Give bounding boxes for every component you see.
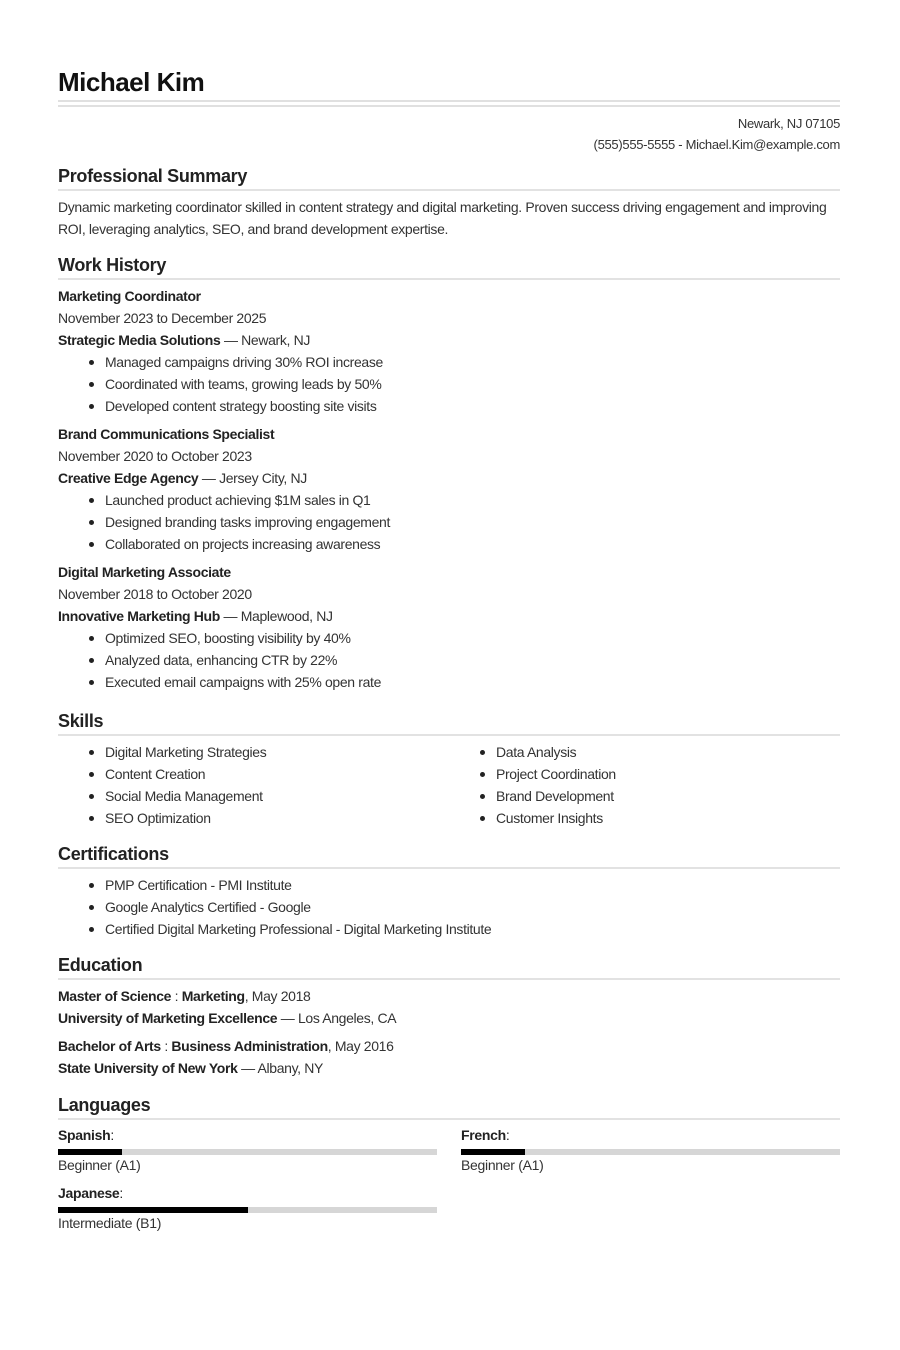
school-name: State University of New York	[58, 1060, 238, 1076]
job-company: Innovative Marketing Hub	[58, 608, 220, 624]
list-item: Executed email campaigns with 25% open rate	[105, 671, 840, 693]
job-company: Creative Edge Agency	[58, 470, 199, 486]
separator: —	[201, 470, 216, 486]
education-entry	[58, 985, 840, 1029]
language-level: Intermediate (B1)	[58, 1215, 162, 1231]
list-item: Developed content strategy boosting site visits	[105, 395, 840, 417]
section-title: Languages	[58, 1093, 840, 1120]
proficiency-bar-fill	[461, 1149, 525, 1155]
contact-phone-email: (555)555-5555 - Michael.Kim@example.com	[593, 137, 840, 152]
contact-address: Newark, NJ 07105	[737, 116, 840, 131]
degree-colon: :	[171, 988, 182, 1004]
language-entry: French: Beginner (A1)	[461, 1125, 840, 1175]
list-item: Analyzed data, enhancing CTR by 22%	[105, 649, 840, 671]
skill-item: Social Media Management	[105, 785, 449, 807]
job-dates: November 2023 to December 2025	[58, 310, 267, 326]
language-name: Japanese	[58, 1185, 120, 1201]
separator: —	[223, 608, 238, 624]
certification-item: Google Analytics Certified - Google	[105, 896, 840, 918]
field-of-study: Business Administration	[171, 1038, 328, 1054]
school-location: Albany, NY	[257, 1060, 324, 1076]
job-location: Jersey City, NJ	[219, 470, 307, 486]
job-title: Digital Marketing Associate	[58, 564, 231, 580]
job-location: Newark, NJ	[241, 332, 310, 348]
degree: Master of Science	[58, 988, 172, 1004]
job-bullets	[58, 489, 840, 555]
certification-item: PMP Certification - PMI Institute	[105, 874, 840, 896]
job-entry	[58, 561, 840, 693]
skill-item: Data Analysis	[496, 741, 840, 763]
list-item: Designed branding tasks improving engagement	[105, 511, 840, 533]
language-name: French	[461, 1127, 506, 1143]
education-section	[58, 953, 840, 1085]
section-title: Education	[58, 953, 840, 980]
skills-left-column	[58, 741, 449, 829]
school-location: Los Angeles, CA	[297, 1010, 397, 1026]
skill-item: Brand Development	[496, 785, 840, 807]
proficiency-bar-fill	[58, 1149, 122, 1155]
graduation-date: , May 2018	[244, 988, 311, 1004]
proficiency-bar	[58, 1207, 437, 1213]
language-level: Beginner (A1)	[58, 1157, 141, 1173]
degree: Bachelor of Arts	[58, 1038, 161, 1054]
graduation-date: , May 2016	[327, 1038, 394, 1054]
section-title: Skills	[58, 709, 840, 736]
skills-right-column	[449, 741, 840, 829]
job-bullets	[58, 627, 840, 693]
job-location: Maplewood, NJ	[240, 608, 333, 624]
list-item: Collaborated on projects increasing awareness	[105, 533, 840, 555]
candidate-name: Michael Kim	[58, 67, 205, 97]
certifications-list	[58, 874, 840, 940]
job-title: Brand Communications Specialist	[58, 426, 275, 442]
skill-item: Digital Marketing Strategies	[105, 741, 449, 763]
section-title: Certifications	[58, 842, 840, 869]
separator: —	[241, 1060, 255, 1076]
skills-grid	[58, 741, 840, 829]
field-of-study: Marketing	[181, 988, 245, 1004]
degree-colon: :	[160, 1038, 172, 1054]
job-entry	[58, 423, 840, 555]
separator: —	[223, 332, 238, 348]
language-entry: Spanish: Beginner (A1)	[58, 1125, 437, 1175]
job-dates: November 2020 to October 2023	[58, 448, 252, 464]
section-title: Work History	[58, 253, 840, 280]
skill-item: Customer Insights	[496, 807, 840, 829]
skills-section	[58, 709, 840, 829]
languages-grid	[58, 1125, 840, 1241]
languages-section	[58, 1093, 840, 1241]
skill-item: Project Coordination	[496, 763, 840, 785]
skill-item: Content Creation	[105, 763, 449, 785]
job-entry	[58, 285, 840, 417]
list-item: Managed campaigns driving 30% ROI increase	[105, 351, 840, 373]
section-title: Professional Summary	[58, 164, 840, 191]
certification-item: Certified Digital Marketing Professional - Digital Marketing Institute	[105, 918, 840, 940]
header-divider-top	[58, 100, 840, 102]
contact-block	[594, 113, 840, 155]
list-item: Launched product achieving $1M sales in Q1	[105, 489, 840, 511]
certifications-section	[58, 842, 840, 940]
proficiency-bar	[461, 1149, 840, 1155]
proficiency-bar-fill	[58, 1207, 248, 1213]
summary-section	[58, 164, 840, 240]
language-entry: Japanese: Intermediate (B1)	[58, 1183, 437, 1233]
list-item: Optimized SEO, boosting visibility by 40%	[105, 627, 840, 649]
school-name: University of Marketing Excellence	[58, 1010, 278, 1026]
job-company: Strategic Media Solutions	[58, 332, 221, 348]
proficiency-bar	[58, 1149, 437, 1155]
header-divider-bottom	[58, 105, 840, 107]
education-entry	[58, 1035, 840, 1079]
list-item: Coordinated with teams, growing leads by 50%	[105, 373, 840, 395]
job-dates: November 2018 to October 2020	[58, 586, 252, 602]
separator: —	[280, 1010, 295, 1026]
skill-item: SEO Optimization	[105, 807, 449, 829]
summary-text: Dynamic marketing coordinator skilled in content strategy and digital marketing. Proven success driving engagement and improving ROI, leveraging analytics, SEO, and brand development expertise.	[58, 199, 827, 237]
language-name: Spanish	[58, 1127, 111, 1143]
work-history-section	[58, 253, 840, 699]
job-title: Marketing Coordinator	[58, 288, 201, 304]
job-bullets	[58, 351, 840, 417]
language-level: Beginner (A1)	[461, 1157, 544, 1173]
